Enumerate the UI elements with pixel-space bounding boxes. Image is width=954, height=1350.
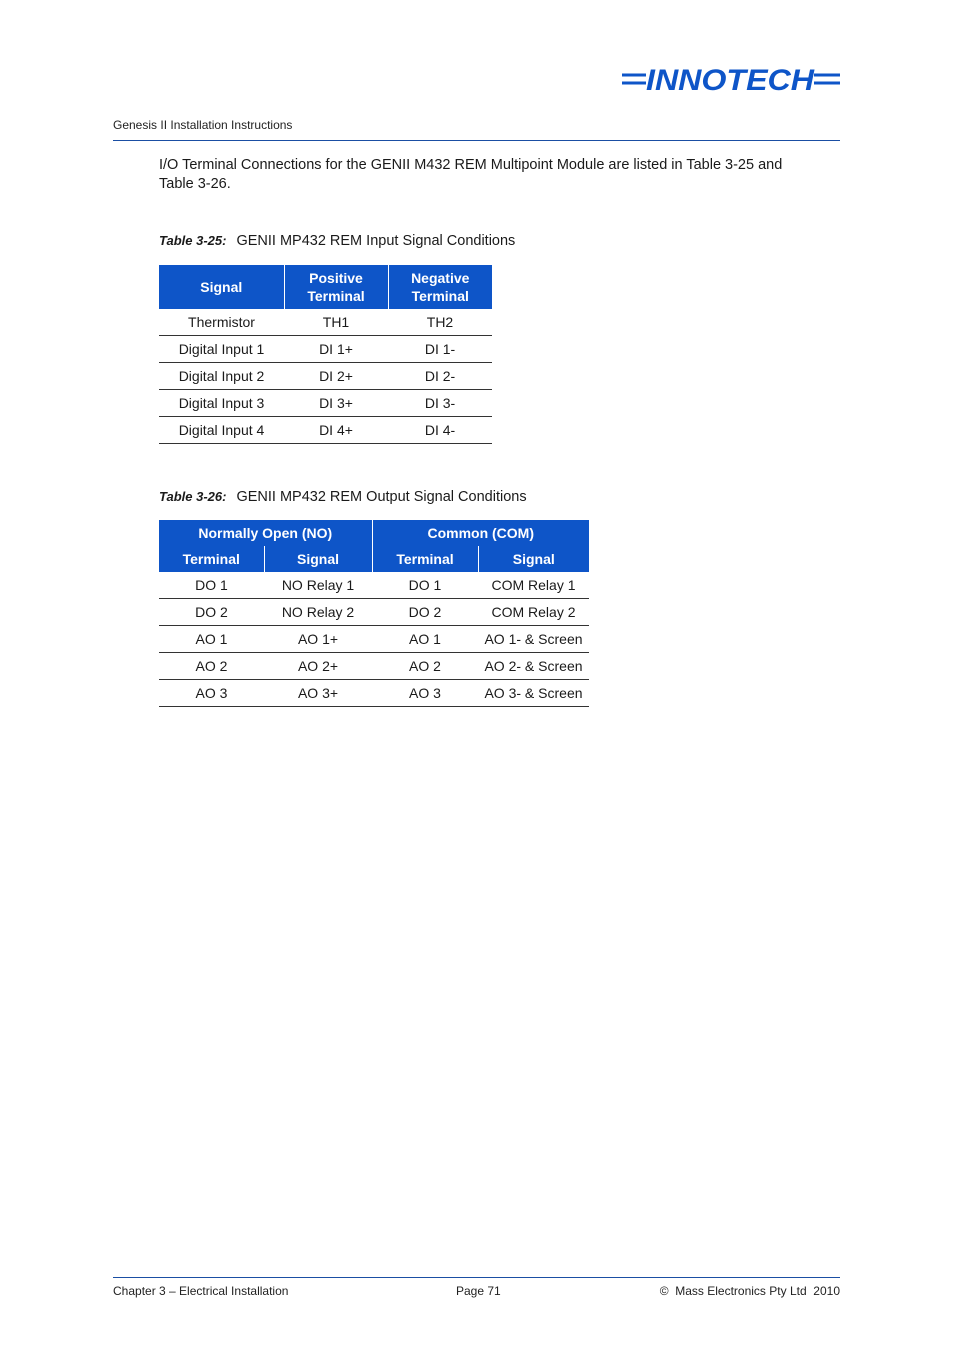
table-cell: AO 3 bbox=[159, 680, 264, 707]
table-cell: DI 1+ bbox=[284, 336, 388, 363]
header-com-terminal: Terminal bbox=[372, 546, 478, 572]
table2-caption-text: GENII MP432 REM Output Signal Conditions bbox=[236, 489, 527, 505]
table-cell: COM Relay 2 bbox=[478, 599, 589, 626]
table-cell: AO 2 bbox=[159, 653, 264, 680]
table-cell: DO 1 bbox=[372, 572, 478, 599]
header-signal: Signal bbox=[159, 265, 284, 309]
table-cell: Thermistor bbox=[159, 309, 284, 336]
table-cell: AO 3- & Screen bbox=[478, 680, 589, 707]
table-cell: AO 1 bbox=[372, 626, 478, 653]
table-cell: AO 3+ bbox=[264, 680, 372, 707]
input-signal-table bbox=[159, 265, 492, 444]
table-row bbox=[159, 572, 589, 599]
table-cell: TH2 bbox=[388, 309, 492, 336]
table-cell: AO 2 bbox=[372, 653, 478, 680]
table-cell: NO Relay 1 bbox=[264, 572, 372, 599]
footer-page-number: Page 71 bbox=[456, 1284, 501, 1298]
table-cell: AO 3 bbox=[372, 680, 478, 707]
table1-caption-text: GENII MP432 REM Input Signal Conditions bbox=[236, 233, 516, 249]
header-normally-open: Normally Open (NO) bbox=[159, 520, 372, 546]
table-row bbox=[159, 417, 492, 444]
output-signal-table bbox=[159, 520, 589, 707]
table-row bbox=[159, 390, 492, 417]
table-cell: DI 2+ bbox=[284, 363, 388, 390]
table-cell: Digital Input 3 bbox=[159, 390, 284, 417]
table-cell: DI 4+ bbox=[284, 417, 388, 444]
table-cell: AO 1- & Screen bbox=[478, 626, 589, 653]
table-cell: TH1 bbox=[284, 309, 388, 336]
table-header-row bbox=[159, 546, 589, 572]
table-cell: COM Relay 1 bbox=[478, 572, 589, 599]
intro-paragraph: I/O Terminal Connections for the GENII M432 REM Multipoint Module are listed in Table 3-25 and Table 3-26. bbox=[159, 157, 783, 192]
table-row bbox=[159, 599, 589, 626]
table2-caption bbox=[159, 489, 527, 505]
table-cell: Digital Input 4 bbox=[159, 417, 284, 444]
table-cell: DI 4- bbox=[388, 417, 492, 444]
logo-wordmark: INNOTECH bbox=[646, 64, 816, 96]
table-cell: AO 2- & Screen bbox=[478, 653, 589, 680]
header-no-terminal: Terminal bbox=[159, 546, 264, 572]
table-cell: DI 1- bbox=[388, 336, 492, 363]
table-row bbox=[159, 336, 492, 363]
table-cell: DI 3- bbox=[388, 390, 492, 417]
table-row bbox=[159, 626, 589, 653]
table-row bbox=[159, 363, 492, 390]
table-cell: Digital Input 1 bbox=[159, 336, 284, 363]
table-cell: Digital Input 2 bbox=[159, 363, 284, 390]
table1-caption bbox=[159, 233, 515, 249]
header-title: Genesis II Installation Instructions bbox=[113, 118, 293, 132]
table1-label: Table 3-25: bbox=[159, 233, 227, 248]
table-cell: DO 2 bbox=[372, 599, 478, 626]
header-negative-terminal: Negative Terminal bbox=[388, 265, 492, 309]
footer-chapter: Chapter 3 – Electrical Installation bbox=[113, 1284, 289, 1298]
table-cell: AO 2+ bbox=[264, 653, 372, 680]
table-cell: DI 3+ bbox=[284, 390, 388, 417]
table-row bbox=[159, 680, 589, 707]
header-com-signal: Signal bbox=[478, 546, 589, 572]
table-cell: NO Relay 2 bbox=[264, 599, 372, 626]
table-cell: DO 2 bbox=[159, 599, 264, 626]
header-common: Common (COM) bbox=[372, 520, 589, 546]
innotech-logo bbox=[620, 62, 842, 96]
header-positive-terminal: Positive Terminal bbox=[284, 265, 388, 309]
footer-rule bbox=[113, 1277, 840, 1278]
footer-copyright: © Mass Electronics Pty Ltd 2010 bbox=[659, 1284, 840, 1298]
table-cell: AO 1 bbox=[159, 626, 264, 653]
table-cell: DI 2- bbox=[388, 363, 492, 390]
header-rule bbox=[113, 140, 840, 141]
table-header-row bbox=[159, 265, 492, 309]
table-group-header-row bbox=[159, 520, 589, 546]
table-row bbox=[159, 309, 492, 336]
table2-label: Table 3-26: bbox=[159, 489, 227, 504]
table-cell: DO 1 bbox=[159, 572, 264, 599]
table-row bbox=[159, 653, 589, 680]
header-no-signal: Signal bbox=[264, 546, 372, 572]
table-cell: AO 1+ bbox=[264, 626, 372, 653]
